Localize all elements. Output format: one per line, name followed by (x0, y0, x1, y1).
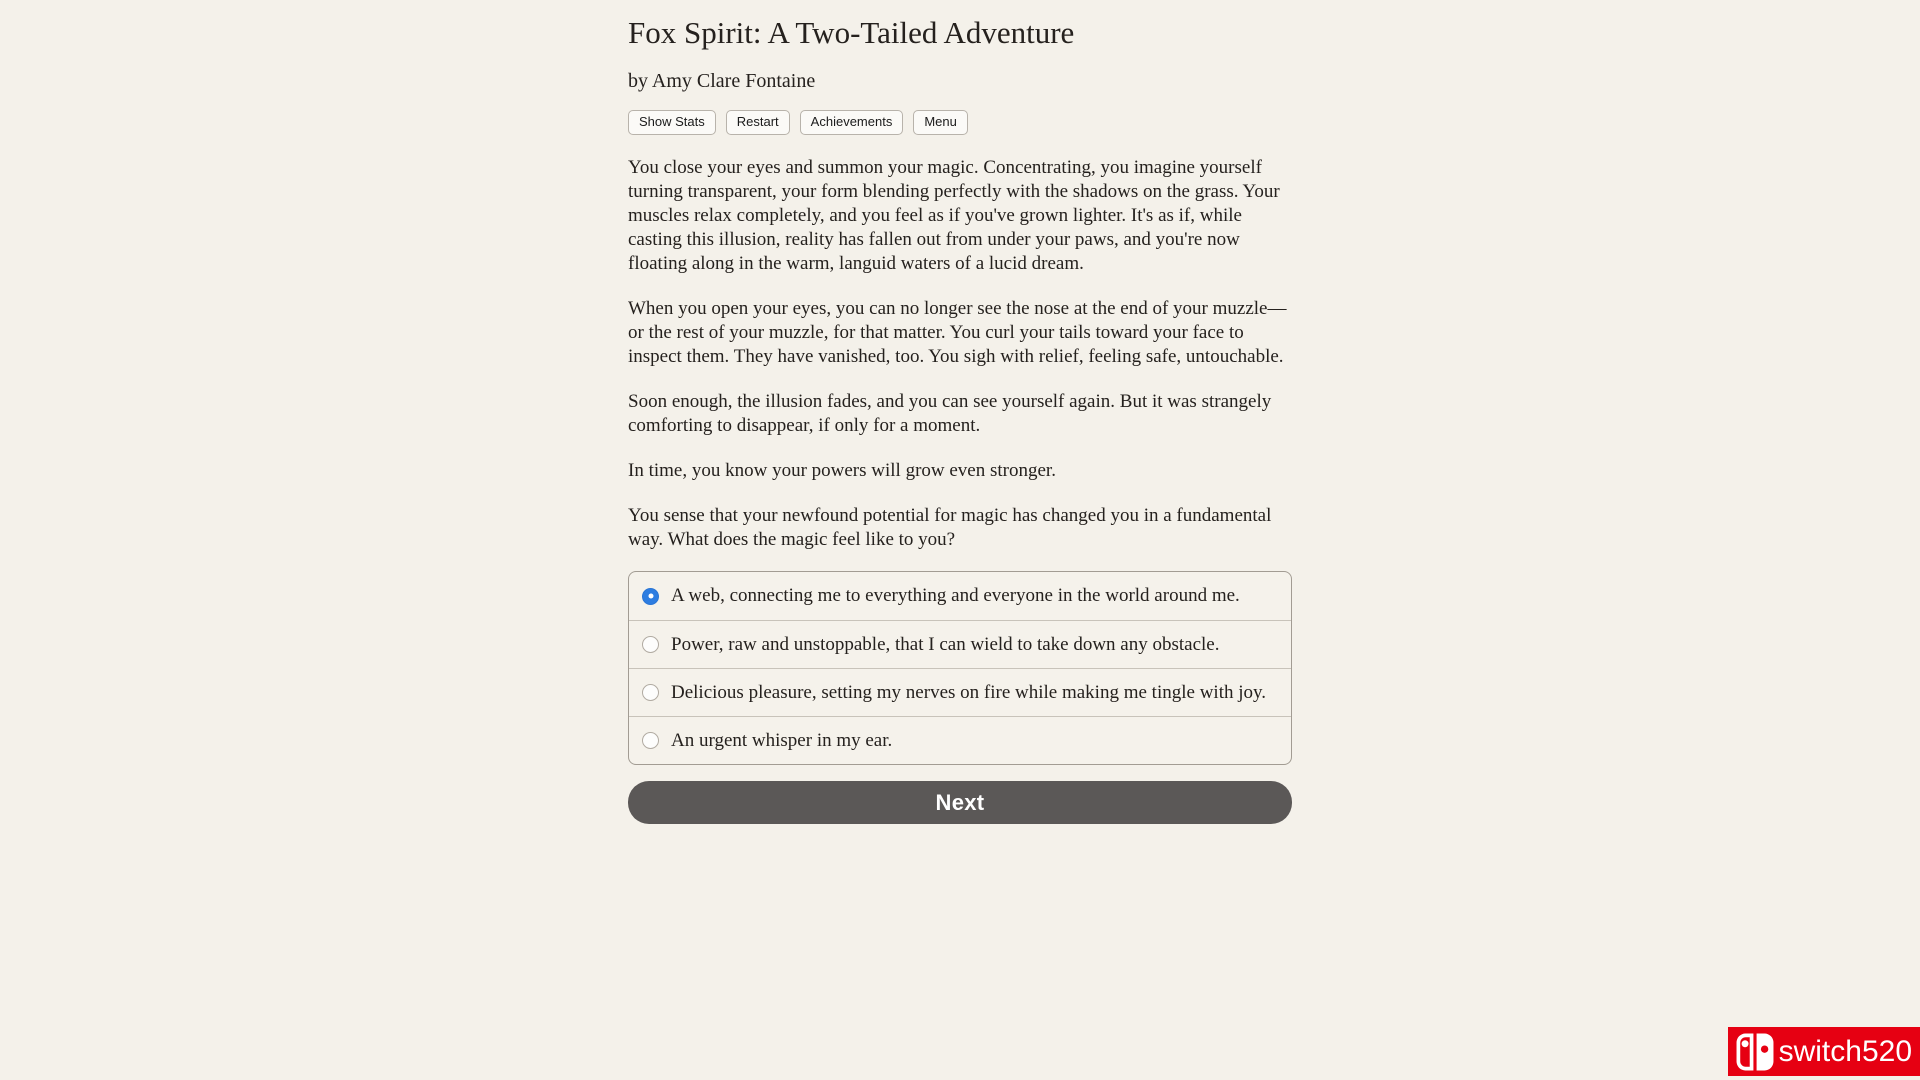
choice-option-label: An urgent whisper in my ear. (671, 729, 893, 751)
nintendo-switch-icon (1736, 1033, 1774, 1071)
restart-button[interactable]: Restart (726, 110, 790, 135)
radio-button-icon[interactable] (642, 636, 659, 653)
story-paragraph: Soon enough, the illusion fades, and you can see yourself again. But it was strangely comforting to disappear, if only for a moment. (628, 391, 1272, 437)
choice-option-label: Delicious pleasure, setting my nerves on fire while making me tingle with joy. (671, 681, 1267, 703)
toolbar (628, 110, 1292, 135)
content-column (628, 0, 1292, 824)
choice-option[interactable] (629, 572, 1291, 620)
choice-option[interactable] (629, 716, 1291, 764)
story-paragraph: You sense that your newfound potential for magic has changed you in a fundamental way. What does the magic feel like to you? (628, 505, 1272, 551)
choice-option-label: A web, connecting me to everything and everyone in the world around me. (671, 585, 1240, 607)
choice-option[interactable] (629, 620, 1291, 668)
choice-option[interactable] (629, 668, 1291, 716)
story-text (628, 156, 1292, 552)
game-title: Fox Spirit: A Two-Tailed Adventure (628, 15, 1075, 50)
choice-options-box (628, 571, 1292, 765)
switch520-watermark (1728, 1027, 1920, 1076)
story-paragraph: You close your eyes and summon your magic. Concentrating, you imagine yourself turning transparent, your form blending perfectly with the shadows on the grass. Your muscles relax completely, and you feel as if you've grown lighter. It's as if, while casting this illusion, reality has fallen out from under your paws, and you're now floating along in the warm, languid waters of a lucid dream. (628, 157, 1280, 275)
story-paragraph: In time, you know your powers will grow even stronger. (628, 460, 1056, 482)
watermark-text: switch520 (1778, 1034, 1912, 1068)
choice-option-label: Power, raw and unstoppable, that I can wield to take down any obstacle. (671, 633, 1220, 655)
menu-button[interactable]: Menu (913, 110, 968, 135)
radio-button-icon[interactable] (642, 588, 659, 605)
radio-button-icon[interactable] (642, 732, 659, 749)
achievements-button[interactable]: Achievements (800, 110, 904, 135)
show-stats-button[interactable]: Show Stats (628, 110, 716, 135)
radio-button-icon[interactable] (642, 684, 659, 701)
game-author: by Amy Clare Fontaine (628, 70, 816, 93)
story-paragraph: When you open your eyes, you can no longer see the nose at the end of your muzzle—or the rest of your muzzle, for that matter. You curl your tails toward your face to inspect them. They have vanished, too. You sigh with relief, feeling safe, untouchable. (628, 298, 1287, 368)
next-button[interactable]: Next (628, 781, 1292, 824)
